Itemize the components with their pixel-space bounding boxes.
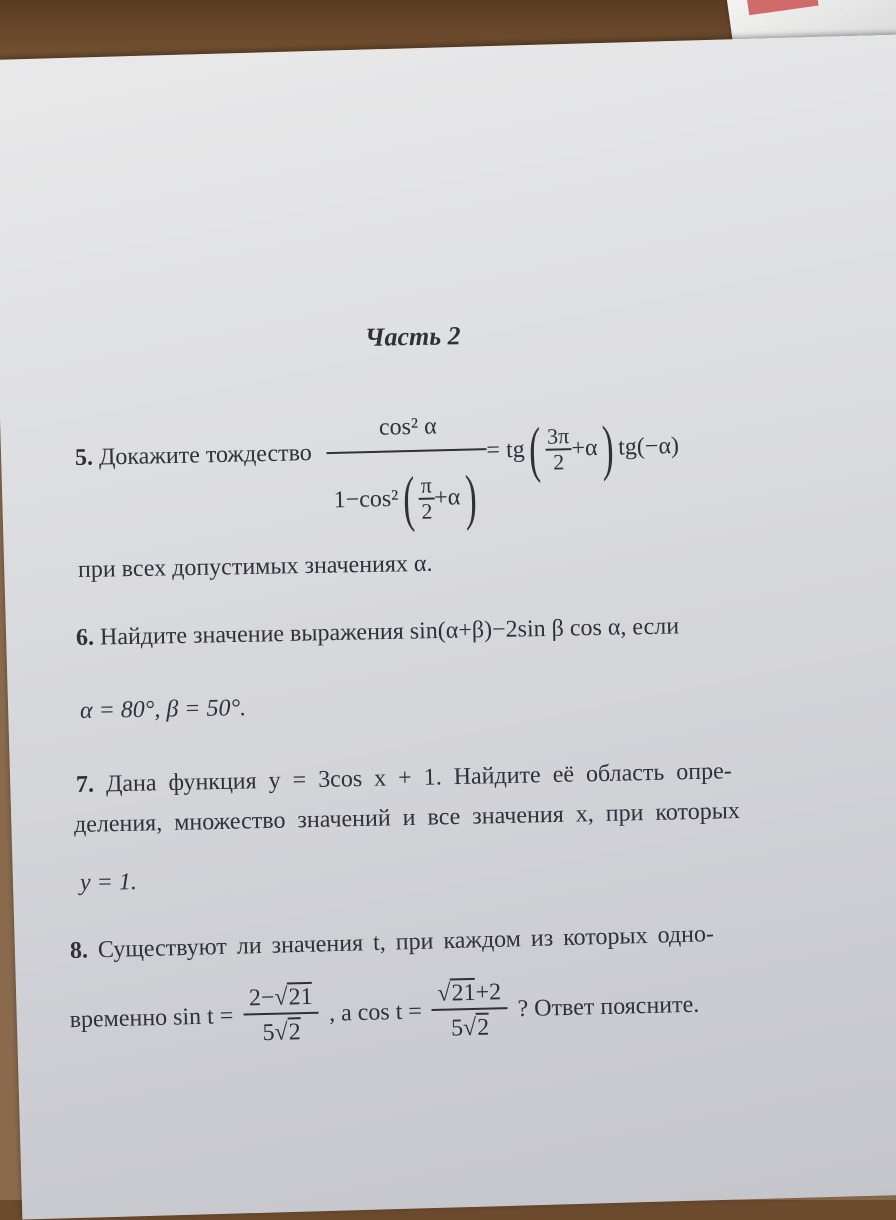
task-6-values: α = 80°, β = 50°.: [79, 695, 247, 724]
task-6-text: Найдите значение выражения: [99, 618, 405, 651]
task-8-number: 8.: [69, 937, 89, 964]
task-5-denominator: [333, 463, 482, 534]
task-7-function: y = 3cos x + 1.: [268, 764, 442, 794]
task-5-numerator: cos² α: [378, 413, 437, 441]
task-8-frac1-num-a: 2−: [248, 984, 275, 1012]
task-5-den-inner-num: π: [418, 473, 434, 500]
left-paren-icon: (: [528, 415, 542, 485]
task-8-frac2-numerator: √21+2: [431, 978, 507, 1011]
task-8-pre: временно sin t =: [69, 1003, 234, 1034]
task-8-frac1-den-a: 5: [262, 1019, 275, 1046]
task-5-line-2: при всех допустимых значениях α.: [77, 550, 433, 583]
task-5-rhs-inner-tail: +α: [571, 434, 598, 462]
task-6-number: 6.: [75, 624, 95, 651]
task-5-den-inner-tail: +α: [433, 484, 461, 511]
task-8-frac2-den-a: 5: [450, 1014, 464, 1042]
task-6-statement: [76, 613, 680, 652]
task-5-equals-tg: = tg: [486, 436, 526, 464]
section-heading: Часть 2: [364, 321, 461, 352]
task-7-text-a: Дана функция: [105, 768, 257, 798]
task-8-text: Существуют ли значения t, при каждом из которых одно-: [97, 921, 715, 964]
task-7-number: 7.: [75, 771, 95, 798]
task-5-rhs-tail: tg(−α): [617, 432, 680, 461]
task-8-frac1-denominator: 5√2: [262, 1018, 301, 1046]
task-5-number: 5.: [74, 444, 94, 471]
task-8-tail: ? Ответ поясните.: [517, 991, 700, 1023]
task-6-tail: , если: [620, 613, 680, 641]
task-8-fraction-1: [243, 983, 320, 1048]
task-8-frac1-den-root: 2: [288, 1018, 301, 1046]
task-5-den-inner-fraction: [418, 473, 434, 524]
task-8-frac1-numerator: 2−√21: [243, 983, 319, 1016]
task-5-text: Докажите тождество: [98, 440, 313, 471]
task-7-line-1: [76, 758, 732, 799]
right-paren-icon: ): [464, 463, 478, 532]
task-8-frac2-num-b: +2: [475, 979, 502, 1006]
task-8-frac1-num-root: 21: [288, 983, 313, 1011]
task-5-fraction-bar: [327, 448, 487, 454]
task-5-den-prefix: 1−cos²: [333, 485, 399, 514]
task-8-frac2-denominator: 5√2: [450, 1014, 490, 1042]
task-8-frac2-den-root: 2: [476, 1014, 490, 1041]
task-7-text-b: Найдите её область опре-: [453, 758, 733, 791]
task-7-line-3: y = 1.: [79, 869, 138, 896]
task-6-expression: sin(α+β)−2sin β cos α: [409, 614, 621, 645]
task-8-formula-line: [69, 971, 791, 1089]
task-8-line-1: [70, 921, 715, 965]
right-paren-icon: ): [601, 414, 615, 483]
task-5-rhs-inner-num: 3π: [545, 424, 572, 451]
task-8-frac2-num-root: 21: [451, 979, 476, 1007]
task-5-statement: [75, 440, 312, 473]
task-8-mid: , а cos t =: [328, 998, 423, 1027]
task-5-rhs-inner-fraction: [545, 424, 572, 475]
task-5-den-inner-den: 2: [421, 498, 433, 524]
task-8-fraction-2: [431, 978, 508, 1043]
task-5-rhs-inner-den: 2: [552, 449, 565, 475]
left-paren-icon: (: [402, 464, 416, 534]
task-5-right-side: [486, 414, 680, 485]
task-5-formula: [323, 400, 746, 540]
task-7-line-2: деления, множество значений и все значения x, при которых: [73, 798, 741, 838]
